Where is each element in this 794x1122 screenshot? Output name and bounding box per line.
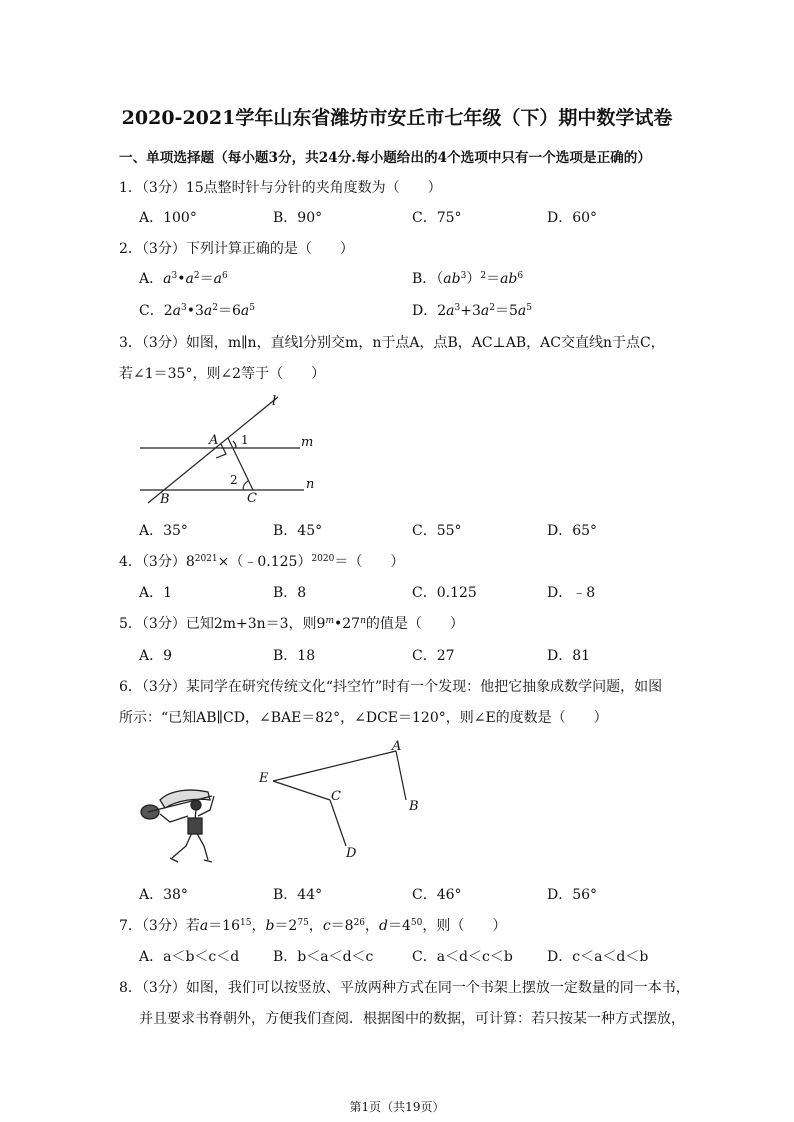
question-6-line1: 6．（3分）某同学在研究传统文化“抖空竹”时有一个发现：他把它抽象成数学问题，如图 — [119, 679, 663, 695]
label-angle-2: 2 — [230, 473, 238, 487]
q1-option-d: D．60° — [547, 210, 598, 226]
q6-option-a: A．38° — [139, 887, 188, 903]
q3-option-a: A．35° — [139, 523, 188, 539]
q2-option-b: B．$(ab^3)^2=ab^6$ — [412, 271, 524, 287]
question-3-line1: 3．（3分）如图，m∥n，直线l分别交m，n于点A，点B，AC⊥AB，AC交直线n于点C， — [119, 335, 665, 351]
q4-option-b: B．8 — [273, 585, 307, 601]
q2-option-c: C．$2a^3•3a^2=6a^5$ — [139, 303, 256, 319]
q2-option-d: D．$2a^3+3a^2=5a^5$ — [412, 303, 532, 319]
q4-option-c: C．0.125 — [412, 585, 477, 601]
segment-cd — [330, 800, 346, 846]
question-2-stem: 2．（3分）下列计算正确的是（ ） — [119, 241, 354, 257]
diabolo-player-illustration — [141, 790, 214, 862]
q5-option-b: B．18 — [273, 648, 316, 664]
q5-option-d: D．81 — [547, 648, 591, 664]
label-c: C — [247, 491, 257, 506]
q7-option-c: C．a＜d＜c＜b — [412, 949, 513, 965]
q7-option-d: D．c＜a＜d＜b — [547, 949, 649, 965]
label-l: l — [272, 394, 277, 409]
question-8-line2: 并且要求书脊朝外，方便我们查阅．根据图中的数据，可计算：若只按某一种方式摆放， — [139, 1011, 685, 1027]
page-title: 2020-2021学年山东省潍坊市安丘市七年级（下）期中数学试卷 — [121, 107, 673, 129]
q6-option-d: D．56° — [547, 887, 598, 903]
q1-option-a: A．100° — [139, 210, 197, 226]
q7-option-a: A．a＜b＜c＜d — [139, 949, 240, 965]
segment-ea — [273, 751, 396, 781]
q3-option-b: B．45° — [273, 523, 323, 539]
question-7-stem: 7．（3分）若$a=16^{15}$，$b=2^{75}$，$c=8^{26}$，$d=4^{50}$，则（ ） — [119, 918, 507, 934]
question-3-line2: 若∠1＝35°，则∠2等于（ ） — [119, 366, 326, 382]
question-1-stem: 1．（3分）15点整时针与分针的夹角度数为（ ） — [119, 180, 442, 196]
q6-option-c: C．46° — [412, 887, 462, 903]
question-5-stem: 5．（3分）已知2m+3n＝3，则9$^m$•27$^n$的值是（ ） — [119, 616, 464, 632]
segment-ec — [273, 781, 330, 800]
label-angle-1: 1 — [241, 433, 249, 447]
q7-option-b: B．b＜a＜d＜c — [273, 949, 374, 965]
question-6-line2: 所示：“已知AB∥CD，∠BAE＝82°，∠DCE＝120°，则∠E的度数是（ ） — [119, 710, 608, 726]
question-8-line1: 8．（3分）如图，我们可以按竖放、平放两种方式在同一个书架上摆放一定数量的同一本书， — [119, 980, 690, 996]
label-c: C — [331, 789, 341, 804]
page-footer: 第1页（共19页） — [349, 1100, 445, 1114]
q5-option-c: C．27 — [412, 648, 455, 664]
q2-option-a: A．$a^3•a^2=a^6$ — [139, 271, 228, 287]
segment-ab — [396, 751, 406, 800]
label-m: m — [301, 435, 314, 450]
section-heading: 一、单项选择题（每小题3分，共24分.每小题给出的4个选项中只有一个选项是正确的） — [119, 150, 651, 166]
q1-option-c: C．75° — [412, 210, 462, 226]
label-d: D — [346, 846, 357, 861]
q3-option-d: D．65° — [547, 523, 598, 539]
q4-option-d: D．﹣8 — [547, 585, 596, 601]
label-b: B — [160, 492, 170, 507]
label-a: A — [392, 739, 402, 754]
label-a: A — [209, 433, 219, 448]
label-b: B — [409, 799, 419, 814]
q1-option-b: B．90° — [273, 210, 323, 226]
q6-option-b: B．44° — [273, 887, 323, 903]
q3-option-c: C．55° — [412, 523, 462, 539]
label-e: E — [259, 771, 269, 786]
q4-option-a: A．1 — [139, 585, 173, 601]
question-4-stem: 4．（3分）$8^{2021}\times(﹣0.125)^{2020}=$（ ） — [119, 554, 405, 570]
q5-option-a: A．9 — [139, 648, 173, 664]
label-n: n — [306, 477, 315, 492]
